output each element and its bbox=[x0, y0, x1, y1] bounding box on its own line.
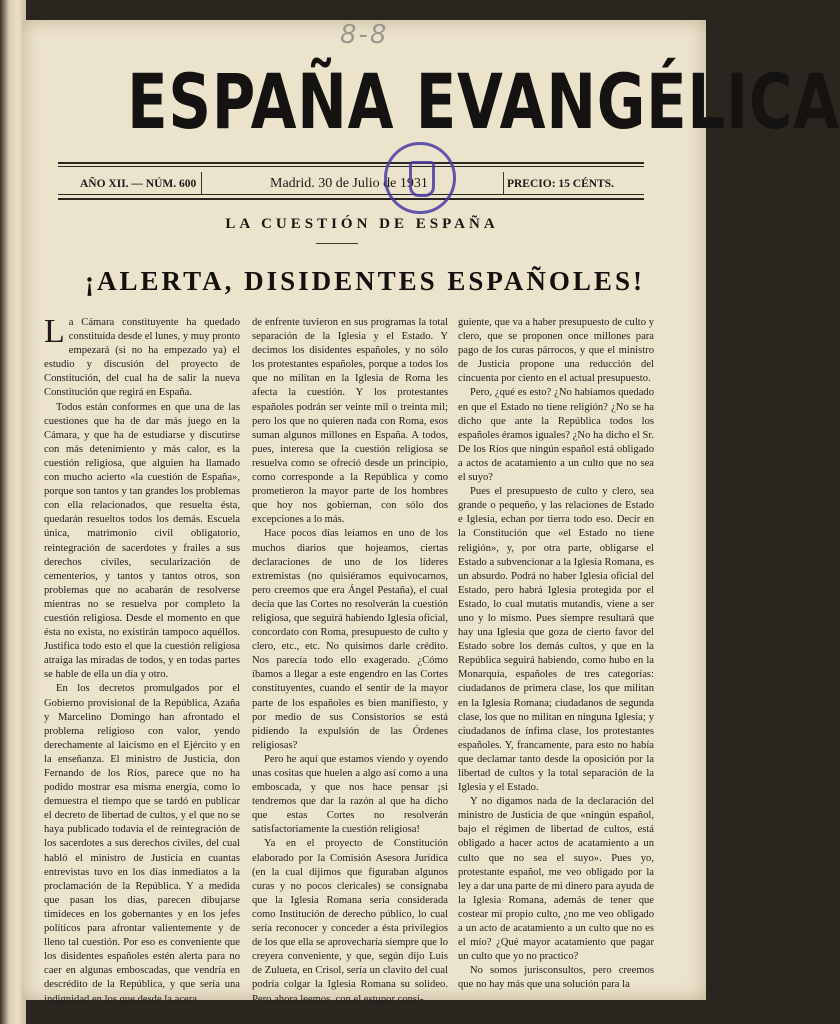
issue-volume: AÑO XII. — NÚM. 600 bbox=[80, 178, 197, 190]
paragraph: Hace pocos días leíamos en uno de los muchos diarios que hojeamos, ciertas declaraciones de uno de los líderes extremistas (no quisiéramos equivocarnos, pero creemos que era Ángel Pestaña), el cual decía que las Cortes no resolverán la cuestión religiosa, que seguirá habiendo Iglesia oficial, concordato con Roma, presupuesto de culto y clero, etc., etc. No quisimos darle crédito. Nos parecía todo ello exagerado. ¿Cómo íbamos a llegar a este engendro en las Cortes constituyentes, cuando el sentir de la mayor parte de los españoles es bien manifiesto, y por medio de sus Consistorios se está pidiendo la expulsión de las Órdenes religiosas? bbox=[252, 528, 448, 751]
paragraph: No somos jurisconsultos, pero creemos que no hay más que una solución para la bbox=[458, 965, 654, 991]
paragraph bbox=[44, 313, 240, 401]
issue-price: PRECIO: 15 CÉNTS. bbox=[506, 178, 614, 190]
drop-cap: L bbox=[44, 313, 65, 350]
article-column-2 bbox=[252, 316, 448, 1005]
pencil-annotation: 8-8 bbox=[340, 20, 389, 50]
paragraph: Ya en el proyecto de Constitución elaborado por la Comisión Asesora Jurídica (en la cual dijimos que figuraban algunos curas y no pocos clericales) se consignaba que la Iglesia Romana sería considerada como Institución de derecho público, lo cual sería reconocer y conceder a ésta privilegios de los que ella se aprovecharía siempre que lo creyera conveniente, y que, según dijo Luis de Zulueta, en Crisol, sería un clavito del cual podría colgar la Iglesia Romana su solideo. Pero ahora leemos, con el estupor consi- bbox=[252, 838, 448, 1005]
paragraph: Y no digamos nada de la declaración del ministro de Justicia de que «ningún español, bajo el régimen de libertad de cultos, está obligado a hacer actos de acatamiento a un culto que no sea el suyo». Pues yo, protestante español, me veo obligado por la ley a dar una parte de mi dinero para ayuda de la Iglesia Romana, además de tener que costear mi propio culto, ¿no me veo obligado a un acto de acatamiento a un culto que no es el mío? ¿Qué mayor acatamiento que pagar un culto que yo no practico? bbox=[458, 796, 654, 963]
paragraph: Pero, ¿qué es esto? ¿No habíamos quedado en que el Estado no tiene religión? ¿No se ha dicho que ante la República todos los españoles éramos iguales? ¿No ha dicho el Sr. De los Ríos que ningún español está obligado a actos de acatamiento a un culto que no sea el suyo? bbox=[458, 387, 654, 484]
paragraph: de enfrente tuvieron en sus programas la total separación de la Iglesia y el Estado. Y decimos los disidentes españoles, y no sólo los protestantes españoles, porque a todos los que no militan en la Iglesia de Roma les afecta la cuestión. Y los protestantes españoles podrán ser veinte mil o treinta mil; pero los que no quieren nada con Roma, esos suman algunos millones en España. A todos, pues, interesa que la cuestión religiosa se resuelva como se ofreció desde un principio, como corresponde a la República y como prometieron la mayor parte de los hombres que hoy nos gobiernan, con sólo dos excepciones a lo más. bbox=[252, 317, 448, 526]
paragraph: Todos están conformes en que una de las cuestiones que ha de dar más juego en la Cámara, y que ha de estudiarse y discutirse con más detenimiento y más calor, es la cuestión religiosa, que alguien ha llamado con mucho acierto «la cuestión de España», porque son tantos y tan grandes los problemas con ella relacionados, que resuelta ésta, quedarán resueltos todos los demás. Escuela única, matrimonio civil obligatorio, reintegración de sacerdotes y frailes a sus derechos civiles, secularización de cementerios, y tantos y tantos otros, son problemas que no acabarán de resolverse mientras no se resuelva por completo la cuestión religiosa. Desde el momento en que ésta no exista, no existirán tampoco aquéllos. Justifica todo esto el que la cuestión religiosa atraiga las miradas de todos, y en todas partes se hable de ella un día y otro. bbox=[44, 401, 240, 681]
article-column-1 bbox=[44, 313, 240, 1005]
newspaper-page bbox=[22, 20, 840, 1005]
issue-date: Madrid. 30 de Julio de 1931 bbox=[270, 176, 428, 191]
info-divider bbox=[201, 172, 202, 194]
paragraph: En los decretos promulgados por el Gobierno provisional de la República, Azaña y Marcelino Domingo han afrontado el problema religioso con valor, yendo derechamente al laicismo en el Ejército y en la enseñanza. El ministro de Justicia, don Fernando de los Ríos, parece que no ha podido mostrar esa misma energía, como lo demuestra el tiempo que se tardó en publicar el decreto de libertad de cultos, y el que no se haya publicado todavía el de reintegración de los sacerdotes a sus derechos civiles, del cual habló el ministro de Justicia en cuantas entrevistas tuvo en los días inmediatos a la proclamación de la República. Y a medida que pasan los días, parecen dibujarse timideces en los gobernantes y en los jefes políticos para afrontar valientemente y de lleno tal cuestión. Por eso es conveniente que los disidentes españoles estén alerta para no caer en algunas emboscadas, que vendría en descrédito de la República, y que sería una indignidad en los que desde la acera bbox=[44, 683, 240, 1005]
stamp-emblem bbox=[409, 161, 435, 197]
masthead-rule-top-thin bbox=[58, 166, 644, 167]
library-stamp bbox=[384, 142, 456, 214]
info-divider bbox=[503, 172, 504, 194]
masthead-rule-top bbox=[58, 162, 644, 164]
paragraph-text: a Cámara constituyente ha quedado constituída desde el lunes, y muy pronto empezará (si no ha empezado ya) el estudio y discusión del proyecto de Constitución, del cual ha de salir la nueva Constitución que regirá en España. bbox=[44, 317, 240, 399]
paragraph: Pero he aquí que estamos viendo y oyendo unas cositas que huelen a algo así como a una emboscada, y que nos hace pensar ¡si tendremos que dar la razón al que ha dicho que estas Cortes no resolverán satisfactoriamente la cuestión religiosa! bbox=[252, 753, 448, 836]
section-divider bbox=[316, 243, 358, 244]
masthead-title: ESPAÑA EVANGÉLICA bbox=[127, 57, 840, 146]
paragraph: guiente, que va a haber presupuesto de culto y clero, que se proponen once millones para pago de los curas párrocos, y que el ministro de Justicia propone una reducción del cincuenta por ciento en el actual presupuesto. bbox=[458, 317, 654, 385]
masthead-rule-bottom bbox=[58, 198, 644, 200]
masthead-rule-bottom-thin bbox=[58, 194, 644, 195]
section-title: LA CUESTIÓN DE ESPAÑA bbox=[225, 216, 499, 232]
article-headline: ¡ALERTA, DISIDENTES ESPAÑOLES! bbox=[85, 266, 645, 296]
article-column-3 bbox=[458, 316, 654, 996]
paragraph: Pues el presupuesto de culto y clero, sea grande o pequeño, y las relaciones de Estado e Iglesia, echan por tierra todo eso. Decir en la Constitución que «el Estado no tiene religión», y, por otra parte, obligarse el Estado a subvencionar a la Iglesia Romana, es un absurdo. Podrá no haber Iglesia oficial del Estado, pero habrá Iglesia protegida por el Estado, lo cual mutatis mutandis, viene a ser uno y lo mismo. Pues siempre resultará que hay una Iglesia que goza de cierto favor del Estado sobre los demás cultos, y que en la República seguirá habiendo, como hubo en la Monarquía, españoles de tres categorías: ciudadanos de primera clase, los que militan en la Iglesia Romana; ciudadanos de segunda clase, los que no militan en ninguna Iglesia; y ciudadanos de ínfima clase, los protestantes españoles. Y, francamente, para esto no había que declamar tanto desde la oposición por la libertad de cultos y la total separación de la Iglesia y el Estado. bbox=[458, 486, 654, 794]
